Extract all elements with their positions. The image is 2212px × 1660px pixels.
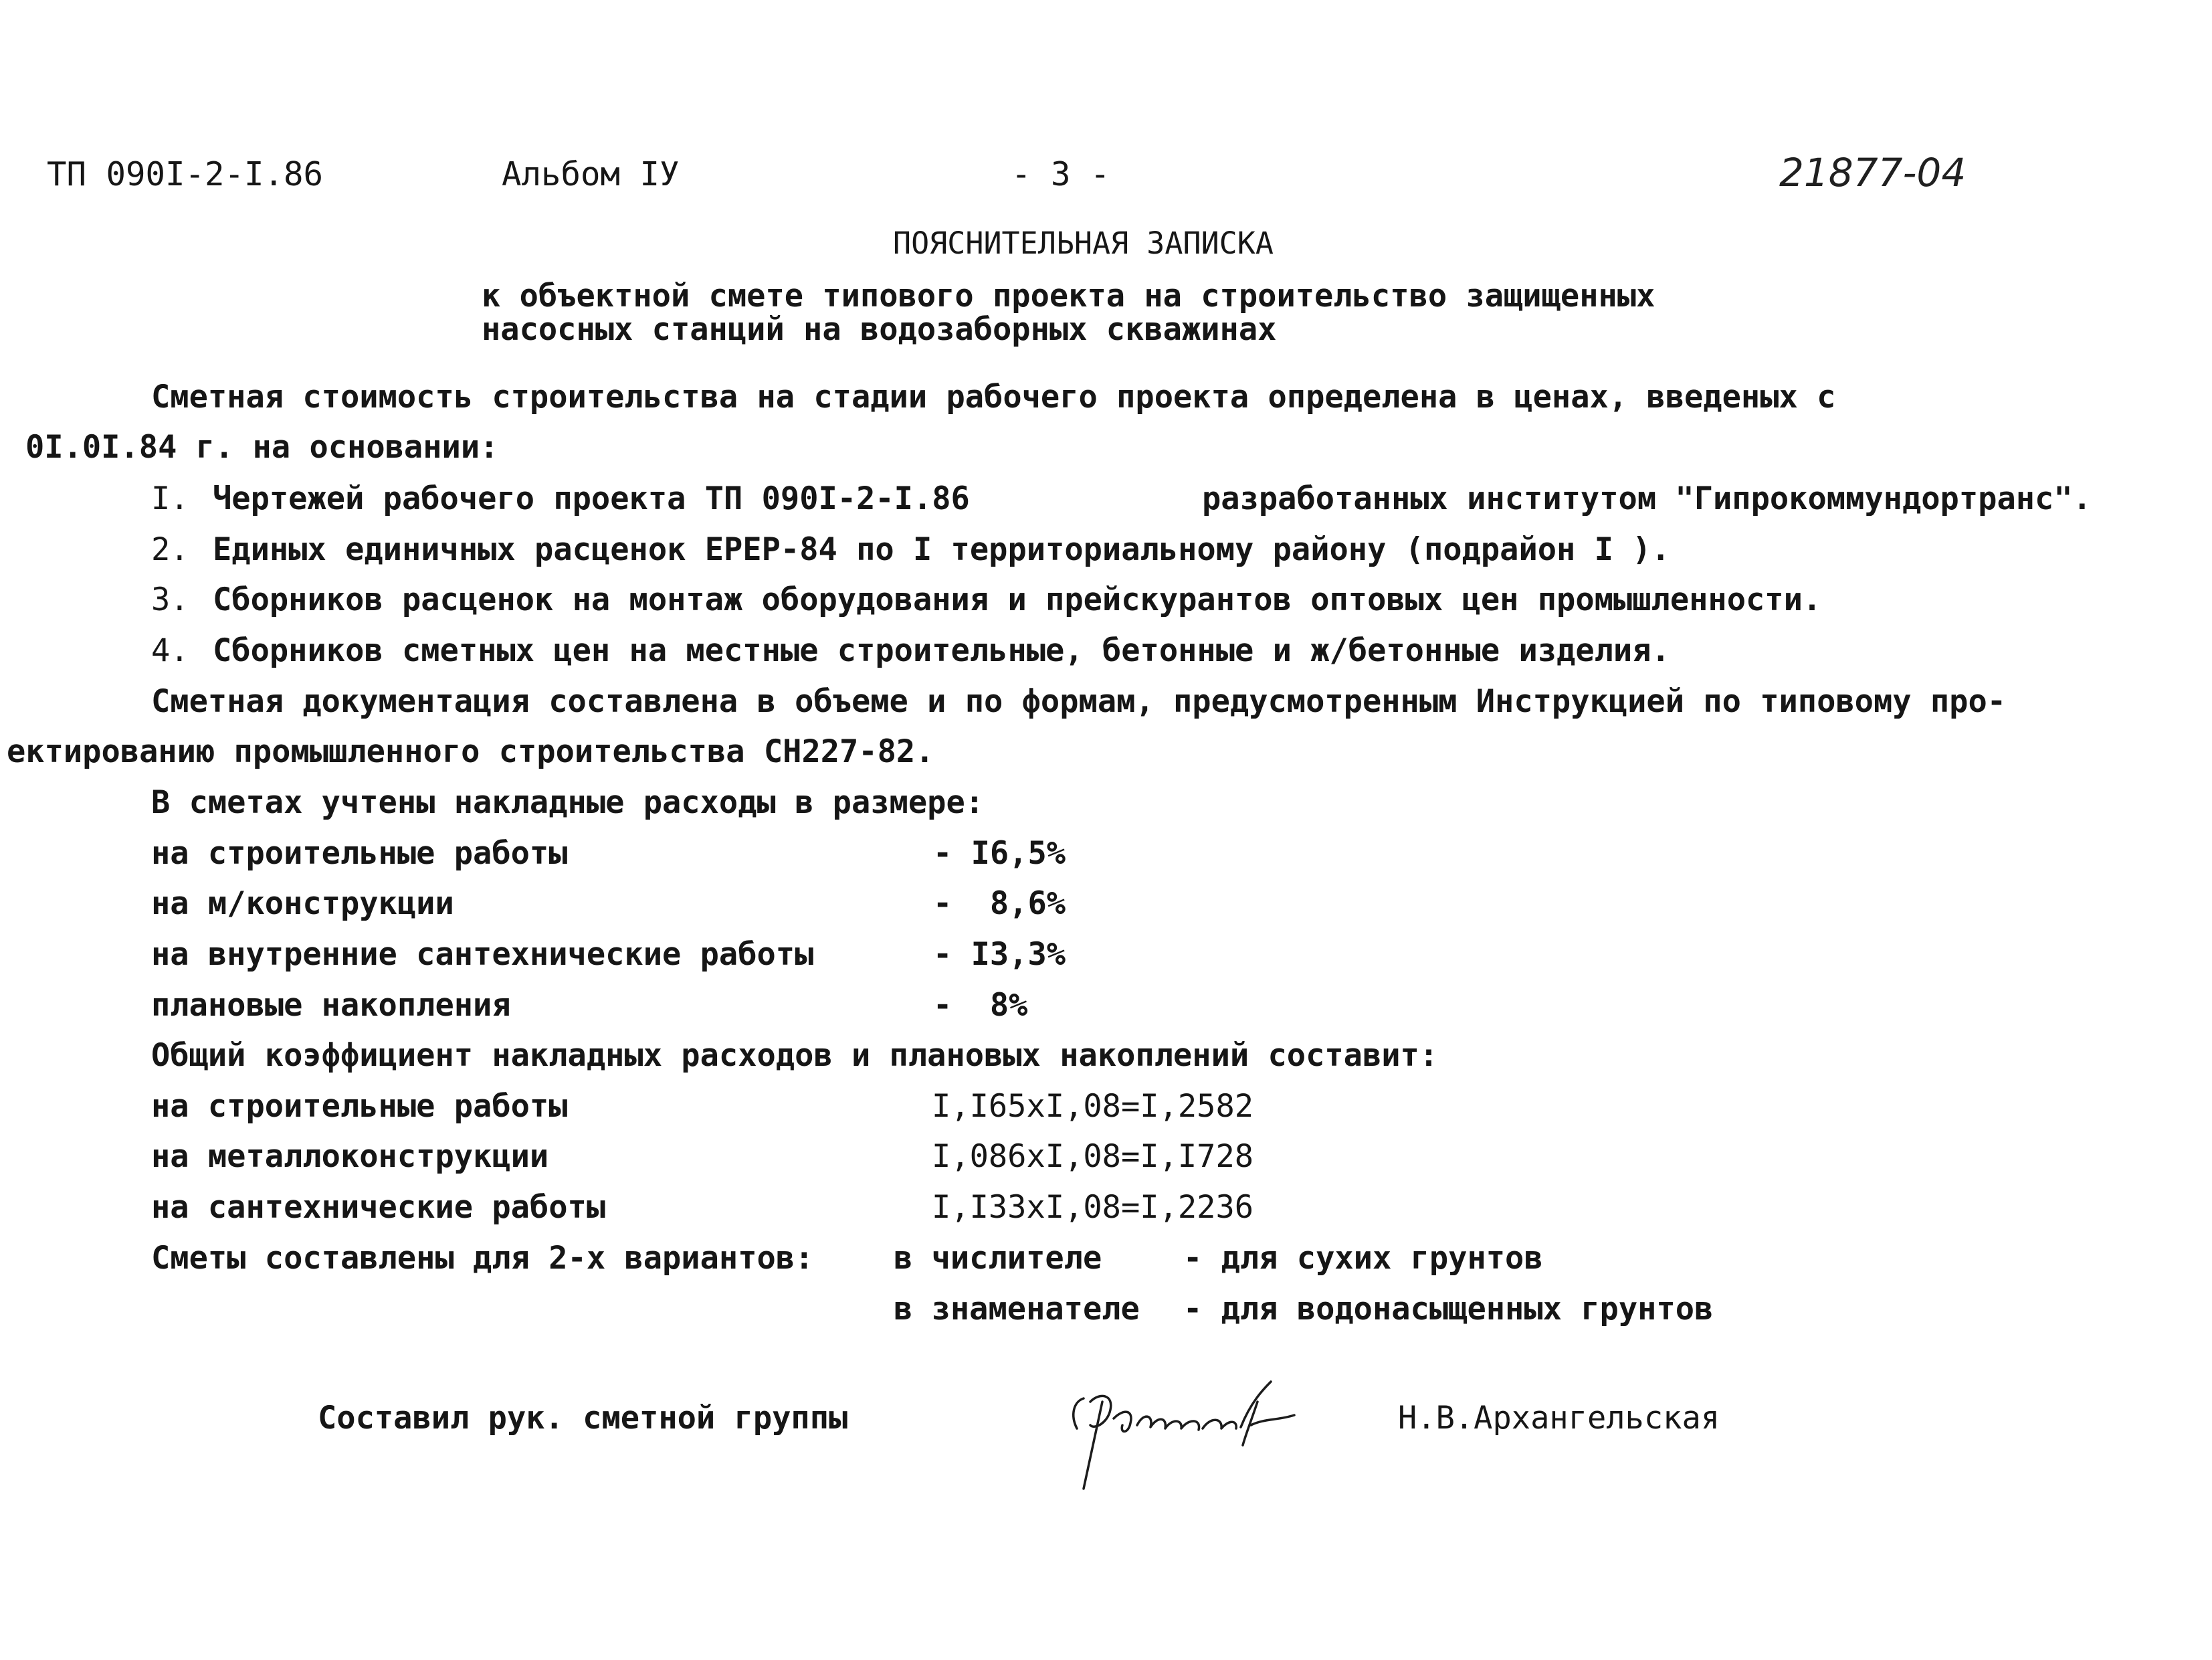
row-label: на металлоконструкции (151, 1138, 549, 1175)
row-value: I,I33хI,08=I,2236 (932, 1189, 1254, 1226)
row-value: - I6,5% (933, 835, 1066, 872)
overhead-intro: В сметах учтены накладные расходы в размере: (151, 784, 985, 821)
row-label: на строительные работы (151, 835, 568, 872)
list-item-text: Сборников сметных цен на местные строительные, бетонные и ж/бетонные изделия. (213, 632, 1670, 669)
row-label: плановые накопления (151, 987, 511, 1024)
page-title: ПОЯСНИТЕЛЬНАЯ ЗАПИСКА (893, 225, 1274, 261)
list-item-text: Единых единичных расценок ЕРЕР-84 по I территориальному району (подрайон I ). (213, 531, 1670, 568)
documentation-line-1: Сметная документация составлена в объеме и по формам, предусмотренным Инструкцией по типовому про- (151, 683, 2007, 720)
coefficients-intro: Общий коэффициент накладных расходов и плановых накоплений составит: (151, 1037, 1439, 1074)
list-item-extra: разработанных институтом "Гипрокоммундортранс". (1202, 480, 2092, 517)
signatory-name: Н.В.Архангельская (1398, 1400, 1720, 1437)
row-label: на м/конструкции (151, 885, 454, 922)
variant-denominator-soil: - для водонасыщенных грунтов (1183, 1291, 1714, 1327)
list-item-number: 2. (151, 531, 189, 568)
row-value: - 8,6% (933, 885, 1066, 922)
list-item-text: Сборников расценок на монтаж оборудования и прейскурантов оптовых цен промышленности. (213, 581, 1822, 618)
row-label: на внутренние сантехнические работы (151, 936, 814, 973)
row-value: I,I65хI,08=I,2582 (932, 1088, 1254, 1125)
row-value: - I3,3% (933, 936, 1066, 973)
variants-label: Сметы составлены для 2-х вариантов: (151, 1240, 814, 1277)
list-item-number: 3. (151, 581, 189, 618)
variant-numerator-place: в числителе (894, 1240, 1102, 1277)
list-item-number: 4. (151, 632, 189, 669)
row-label: на сантехнические работы (151, 1189, 606, 1226)
list-item-number: I. (151, 480, 189, 517)
page-number: - 3 - (1011, 155, 1110, 193)
intro-line-1: Сметная стоимость строительства на стадии рабочего проекта определена в ценах, введеных с (151, 379, 1836, 416)
list-item-text: Чертежей рабочего проекта ТП 090I-2-I.86 (213, 480, 970, 517)
subtitle-line-1: к объектной смете типового проекта на строительство защищенных (482, 278, 1655, 314)
signature-role: Составил рук. сметной группы (318, 1400, 848, 1437)
handwritten-stamp-number: 21877-04 (1779, 150, 1967, 195)
variant-numerator-soil: - для сухих грунтов (1183, 1240, 1543, 1277)
row-label: на строительные работы (151, 1088, 568, 1125)
project-code: ТП 090I-2-I.86 (47, 155, 324, 193)
row-value: I,086хI,08=I,I728 (932, 1138, 1254, 1175)
documentation-line-2: ектированию промышленного строительства СН227-82. (7, 733, 934, 770)
row-value: - 8% (933, 987, 1028, 1024)
album-label: Альбом IУ (502, 155, 680, 193)
subtitle-line-2: насосных станций на водозаборных скважинах (482, 311, 1277, 348)
intro-line-2: 0I.0I.84 г. на основании: (25, 429, 499, 466)
handwritten-signature (1050, 1362, 1351, 1495)
variant-denominator-place: в знаменателе (894, 1291, 1140, 1327)
